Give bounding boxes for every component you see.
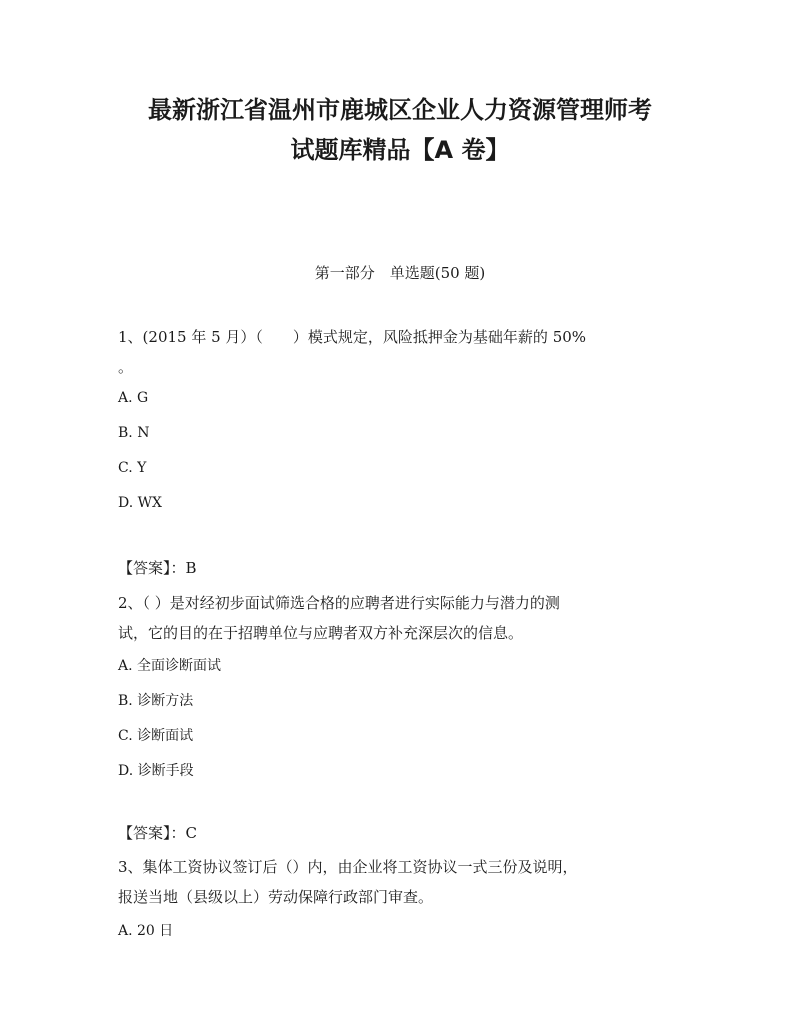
section-heading: 第一部分 单选题(50 题): [314, 264, 486, 282]
question-1-option-c: C. Y: [118, 460, 147, 476]
question-2-option-a: A. 全面诊断面试: [118, 658, 222, 674]
question-3-stem-line1: 3、集体工资协议签订后（）内，由企业将工资协议一式三份及说明，: [118, 858, 578, 876]
document-title-line2: 试题库精品【A 卷】: [290, 136, 510, 164]
question-2-answer: 【答案】：C: [118, 824, 197, 842]
question-1-stem-line1: 1、(2015 年 5 月）（ ）模式规定，风险抵押金为基础年薪的 50%: [118, 328, 587, 346]
question-1-option-d: D. WX: [118, 495, 162, 511]
question-2-option-c: C. 诊断面试: [118, 728, 194, 744]
question-1-stem-line2: 。: [118, 358, 134, 376]
document-title-line1: 最新浙江省温州市鹿城区企业人力资源管理师考: [148, 96, 652, 124]
question-1-answer: 【答案】：B: [118, 559, 197, 577]
question-3-stem-line2: 报送当地（县级以上）劳动保障行政部门审查。: [118, 888, 434, 906]
question-3-option-a: A. 20 日: [118, 923, 174, 939]
question-2-option-b: B. 诊断方法: [118, 693, 194, 709]
question-2-stem-line1: 2、（ ）是对经初步面试筛选合格的应聘者进行实际能力与潜力的测: [118, 594, 560, 612]
question-1-option-a: A. G: [118, 390, 149, 406]
question-2-option-d: D. 诊断手段: [118, 763, 194, 779]
question-1-option-b: B. N: [118, 425, 150, 441]
question-2-stem-line2: 试，它的目的在于招聘单位与应聘者双方补充深层次的信息。: [118, 624, 524, 642]
